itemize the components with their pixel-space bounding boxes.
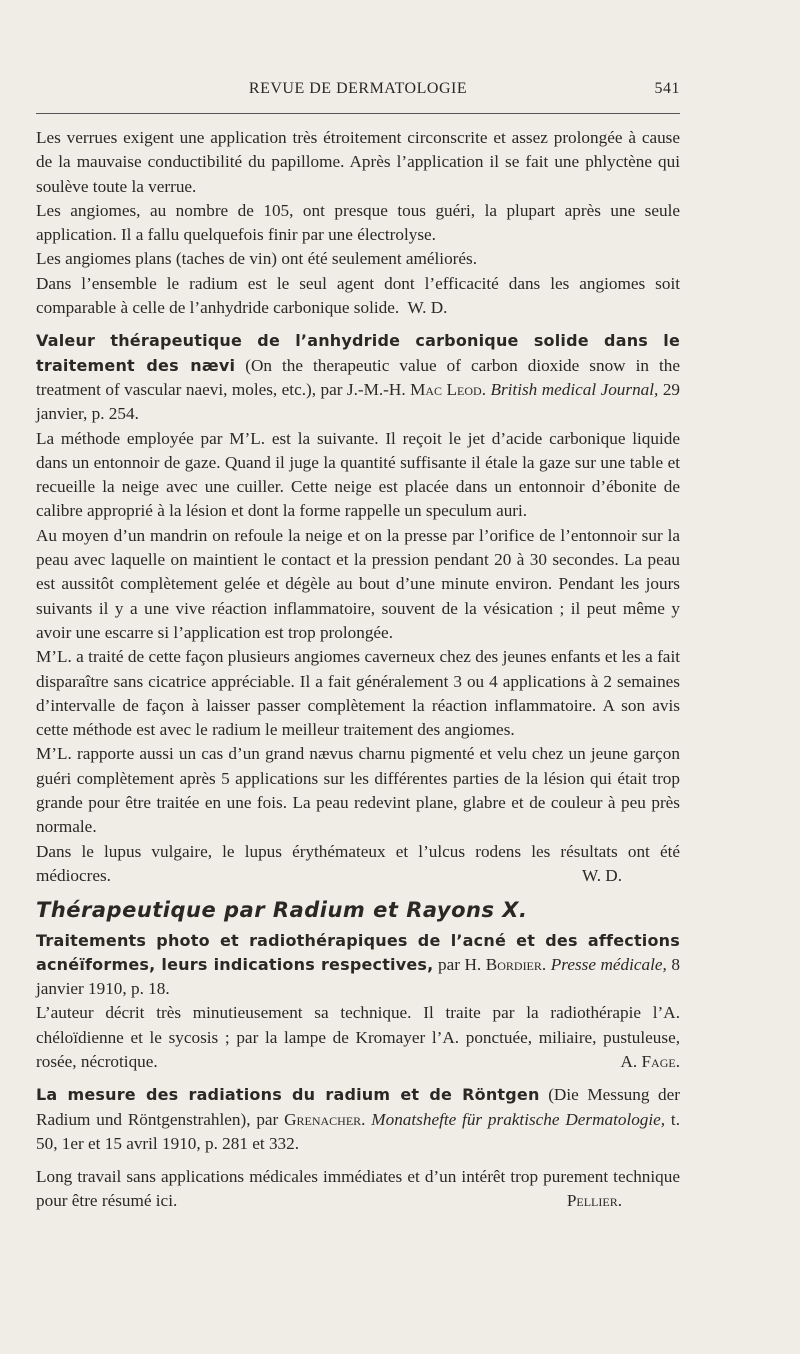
- page-number: 541: [654, 80, 680, 97]
- article-1-paragraph-1: La méthode employée par M’L. est la suivante. Il reçoit le jet d’acide carbonique liquide dans un entonnoir de gaze. Quand il juge la quantité suffisante il étale la gaze sur une table et recueille la neige avec une cuiller. Cette neige est placée dans un entonnoir d’ébonite de calibre approprié à la lésion et dont la forme rappelle un speculum auri.: [36, 428, 680, 521]
- article-2-paragraph-1: [36, 1001, 680, 1074]
- article-2-journal: Presse médicale,: [550, 954, 667, 974]
- article-2-p1-text: L’auteur décrit très minutieusement sa technique. Il traite par la radiothérapie l’A. chéloïdienne et le sycosis ; par la lampe de Kromayer l’A. ponctuée, miliaire, pustuleuse, rosée, nécrotique.: [36, 1003, 680, 1071]
- section-heading: Thérapeutique par Radium et Rayons X.: [36, 898, 528, 923]
- ensemble-paragraph: [36, 272, 680, 321]
- article-3-reference: (Die Messung der Radium und Röntgenstrahlen), par: [36, 1085, 680, 1129]
- article-1-paragraph-3: M’L. a traité de cette façon plusieurs angiomes caverneux chez des jeunes enfants et les a fait disparaître sans cicatrice appréciable. Il a fait généralement 3 ou 4 applications à 2 semaines d’intervalle de façon à laisser passer complètement la réaction inflammatoire. A son avis cette méthode est avec le radium le meilleur traitement des angiomes.: [36, 647, 680, 740]
- article-3-title: La mesure des radiations du radium et de Röntgen: [36, 1085, 540, 1105]
- article-2-title: Traitements photo et radiothérapiques de l’acné et des affections acnéïformes, leurs indications respectives,: [36, 930, 680, 974]
- article-3-p1-text: Long travail sans applications médicales immédiates et d’un intérêt trop purement technique pour être résumé ici.: [36, 1167, 680, 1211]
- article-1-journal: British medical Journal,: [490, 379, 659, 399]
- article-1-p5-text: Dans le lupus vulgaire, le lupus érythémateux et l’ulcus rodens les résultats ont été médiocres.: [36, 841, 680, 885]
- article-3-journal: Monatshefte für praktische Dermatologie,: [371, 1109, 666, 1129]
- article-2-author: Bordier: [485, 954, 542, 974]
- ensemble-text: Dans l’ensemble le radium est le seul agent dont l’efficacité dans les angiomes soit comparable à celle de l’anhydride carbonique solide.: [36, 273, 680, 318]
- article-1-heading: Valeur thérapeutique de l’anhydride carbonique solide dans le traitement des nævi (On the therapeutic value of carbon dioxide snow in the treatment of vascular naevi, moles, etc.), par J.-M.-H. Mac Leod. British medical Journal, 29 janvier, p. 254.: [36, 331, 681, 424]
- article-1-author: Mac Leod: [410, 379, 482, 399]
- running-title: REVUE DE DERMATOLOGIE: [248, 80, 468, 97]
- signature: A. Fage.: [620, 1051, 680, 1071]
- article-2-date: 8 janvier 1910, p. 18.: [36, 954, 680, 999]
- article-1-date: 29 janvier, p. 254.: [36, 379, 681, 424]
- article-3-heading: [36, 1083, 680, 1156]
- signature: W. D.: [407, 298, 448, 318]
- article-1-title: Valeur thérapeutique de l’anhydride carbonique solide dans le traitement des nævi: [36, 331, 680, 375]
- article-3-paragraph-1: [36, 1165, 680, 1214]
- signature: W. D.: [582, 865, 622, 885]
- page-body: [36, 126, 680, 1214]
- angiomes-plans-paragraph: Les angiomes plans (taches de vin) ont été seulement améliorés.: [36, 249, 478, 269]
- article-2-by: par H.: [437, 954, 482, 974]
- article-3-date: t. 50, 1er et 15 avril 1910, p. 281 et 332.: [36, 1109, 680, 1153]
- header-rule: [36, 113, 680, 114]
- article-1-paragraph-2: Au moyen d’un mandrin on refoule la neige et on la presse par l’orifice de l’entonnoir sur la peau avec laquelle on maintient le contact et la pression pendant 20 à 30 secondes. La peau est aussitôt complètement gelée et dégèle au bout d’une minute environ. Pendant les jours suivants il y a une vive réaction inflammatoire, souvent de la vésication ; il peut même y avoir une escarre si l’application est trop prolongée.: [36, 525, 680, 642]
- article-1-reference: (On the therapeutic value of carbon dioxide snow in the treatment of vascular naevi, moles, etc.), par J.-M.-H.: [36, 355, 680, 399]
- article-2-heading: Traitements photo et radiothérapiques de l’acné et des affections acnéïformes, leurs indications respectives, par H. Bordier. Presse médicale, 8 janvier 1910, p. 18.: [36, 930, 680, 999]
- signature: Pellier.: [566, 1191, 622, 1211]
- angiomes-paragraph: Les angiomes, au nombre de 105, ont presque tous guéri, la plupart après une seule application. Il a fallu quelquefois finir par une électrolyse.: [36, 200, 680, 245]
- article-1-paragraph-5: [36, 840, 680, 889]
- article-3-author: Grenacher.: [284, 1109, 366, 1129]
- verrues-paragraph: Les verrues exigent une application très étroitement circonscrite et assez prolongée à cause de la mauvaise conductibilité du papillome. Après l’application il se fait une phlyctène qui soulève toute la verrue.: [36, 128, 680, 196]
- article-1-paragraph-4: M’L. rapporte aussi un cas d’un grand nævus charnu pigmenté et velu chez un jeune garçon guéri complètement après 5 applications sur les différentes parties de la lésion qui était trop grande pour être traitée en une fois. La peau redevint plane, glabre et de couleur à peu près normale.: [36, 744, 680, 837]
- running-head: [36, 80, 680, 102]
